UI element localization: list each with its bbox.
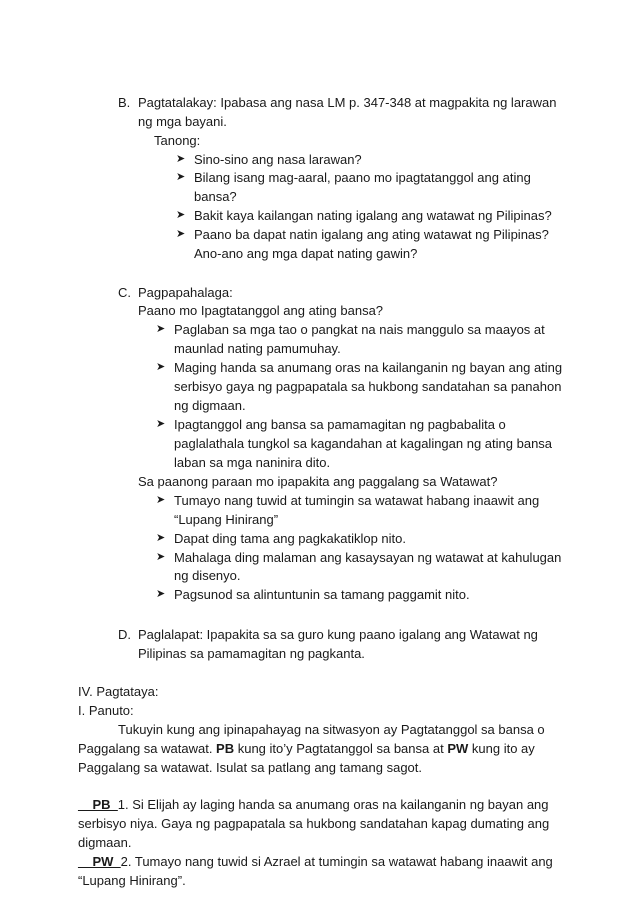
item-2-line-1: __PW_2. Tumayo nang tuwid si Azrael at tumingin sa watawat habang inaawit ang [78, 854, 553, 869]
item-1-line-1: __PB_1. Si Elijah ay laging handa sa anumang oras na kailanganin ng bayan ang [78, 797, 549, 812]
answer-6-line-1: Mahalaga ding malaman ang kasaysayan ng watawat at kahulugan [174, 550, 562, 565]
section-iv-heading: IV. Pagtataya: [78, 684, 159, 699]
answer-1-line-1: Paglaban sa mga tao o pangkat na nais manggulo sa maayos at [174, 322, 545, 337]
section-b-line-2: ng mga bayani. [138, 114, 227, 129]
question-4-line-2: Ano-ano ang mga dapat nating gawin? [194, 246, 418, 261]
arrow-bullet-icon: ➤ [156, 551, 166, 563]
answer-blank-1: __PB_ [78, 797, 118, 812]
answer-4-line-2: “Lupang Hinirang” [174, 512, 279, 527]
answer-1-line-2: maunlad nating pamumuhay. [174, 341, 341, 356]
question-3: Bakit kaya kailangan nating igalang ang watawat ng Pilipinas? [194, 208, 552, 223]
tanong-label: Tanong: [154, 133, 201, 148]
instruction-line-1: Tukuyin kung ang ipinapahayag na sitwasyon ay Pagtatanggol sa bansa o [118, 722, 545, 737]
instruction-line-2: Paggalang sa watawat. PB kung ito’y Pagtatanggol sa bansa at PW kung ito ay [78, 741, 535, 756]
question-1: Sino-sino ang nasa larawan? [194, 152, 362, 167]
arrow-bullet-icon: ➤ [176, 228, 186, 240]
arrow-bullet-icon: ➤ [176, 209, 186, 221]
pw-code: PW [447, 741, 469, 756]
section-d-line-1: Paglalapat: Ipapakita sa sa guro kung paano igalang ang Watawat ng [138, 627, 538, 642]
instruction-line-3: Paggalang sa watawat. Isulat sa patlang ang tamang sagot. [78, 760, 423, 775]
answer-2-line-1: Maging handa sa anumang oras na kailanganin ng bayan ang ating [174, 360, 563, 375]
answer-7: Pagsunod sa alintuntunin sa tamang paggamit nito. [174, 587, 470, 602]
item-1-line-3: digmaan. [78, 835, 132, 850]
section-c-question-2: Sa paanong paraan mo ipapakita ang paggalang sa Watawat? [138, 474, 498, 489]
arrow-bullet-icon: ➤ [156, 588, 166, 600]
answer-3-line-2: paglalathala tungkol sa kagandahan at kagalingan ng ating bansa [174, 436, 553, 451]
question-2-line-1: Bilang isang mag-aaral, paano mo ipagtatanggol ang ating [194, 170, 531, 185]
question-2-line-2: bansa? [194, 189, 237, 204]
arrow-bullet-icon: ➤ [156, 323, 166, 335]
answer-blank-2: __PW_ [78, 854, 121, 869]
question-4-line-1: Paano ba dapat natin igalang ang ating watawat ng Pilipinas? [194, 227, 549, 242]
answer-2-line-3: ng digmaan. [174, 398, 246, 413]
section-d-line-2: Pilipinas sa pamamagitan ng pagkanta. [138, 646, 365, 661]
arrow-bullet-icon: ➤ [156, 532, 166, 544]
item-1-line-2: serbisyo niya. Gaya ng pagpapatala sa hukbong sandatahan kapag dumating ang [78, 816, 550, 831]
answer-5: Dapat ding tama ang pagkakatiklop nito. [174, 531, 406, 546]
section-c-title: Pagpapahalaga: [138, 285, 233, 300]
section-c-label: C. [118, 285, 131, 300]
panuto-label: I. Panuto: [78, 703, 134, 718]
section-b-label: B. [118, 95, 131, 110]
arrow-bullet-icon: ➤ [176, 153, 186, 165]
arrow-bullet-icon: ➤ [156, 494, 166, 506]
section-c-question-1: Paano mo Ipagtatanggol ang ating bansa? [138, 303, 384, 318]
answer-3-line-1: Ipagtanggol ang bansa sa pamamagitan ng pagbabalita o [174, 417, 506, 432]
answer-4-line-1: Tumayo nang tuwid at tumingin sa watawat habang inaawit ang [174, 493, 540, 508]
arrow-bullet-icon: ➤ [156, 418, 166, 430]
answer-2-line-2: serbisyo gaya ng pagpapatala sa hukbong sandatahan sa panahon [174, 379, 562, 394]
answer-6-line-2: ng disenyo. [174, 568, 241, 583]
arrow-bullet-icon: ➤ [156, 361, 166, 373]
pb-code: PB [216, 741, 235, 756]
section-b-line-1: Pagtatalakay: Ipabasa ang nasa LM p. 347-348 at magpakita ng larawan [138, 95, 557, 110]
item-2-line-2: “Lupang Hinirang”. [78, 873, 186, 888]
arrow-bullet-icon: ➤ [176, 171, 186, 183]
section-d-label: D. [118, 627, 131, 642]
answer-3-line-3: laban sa mga naninira dito. [174, 455, 331, 470]
